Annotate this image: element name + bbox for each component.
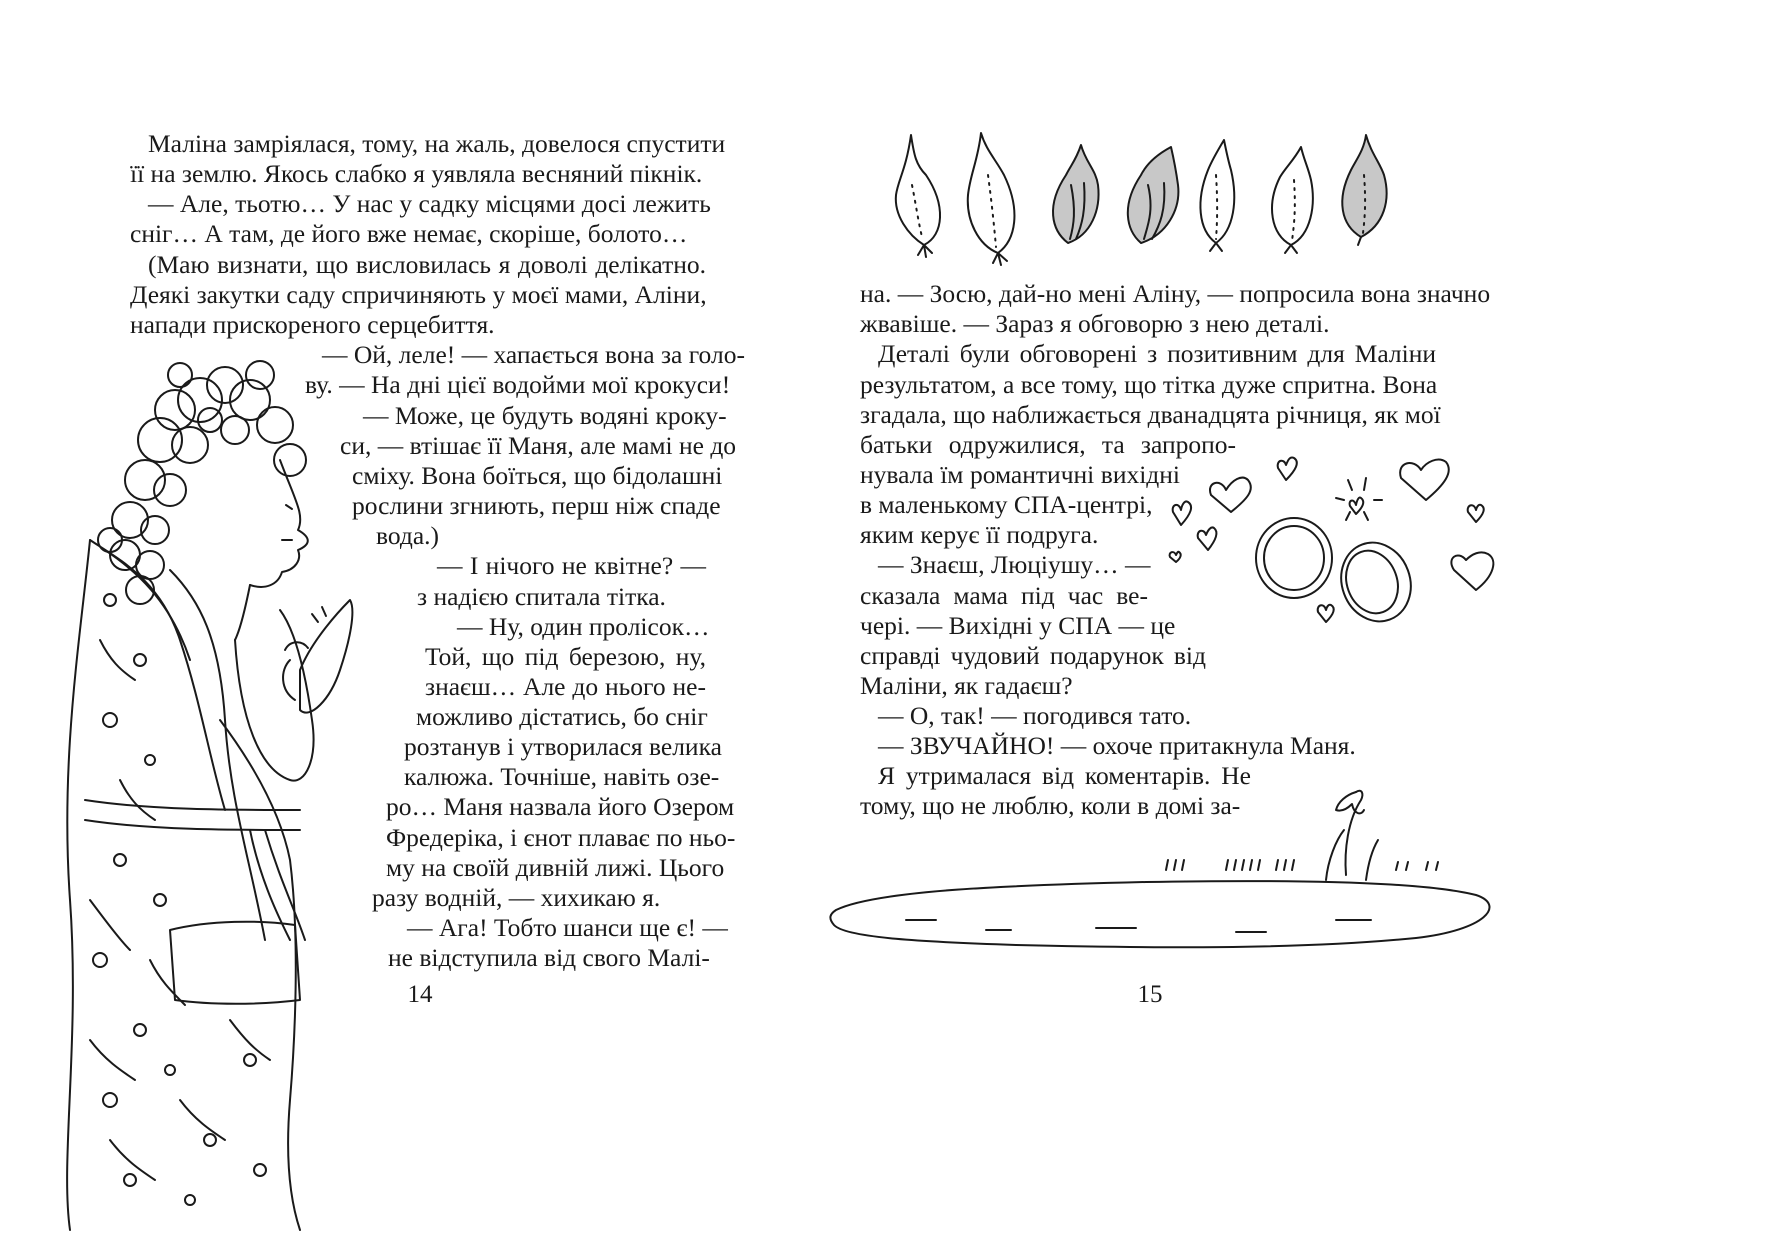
ring-right [1330, 533, 1421, 631]
text-line: ро… Маня назвала його Озером [386, 792, 735, 821]
text-line: — Але, тьотю… У нас у садку місцями досі лежить [148, 189, 711, 218]
hearts [1170, 457, 1494, 622]
page-number: 14 [407, 981, 433, 1008]
bulb-3 [1053, 145, 1099, 243]
text-line: Я утрималася від коментарів. Не [878, 761, 1251, 790]
text-line: му на своїй дивній лижі. Цього [386, 853, 725, 882]
text-line: — О, так! — погодився тато. [878, 701, 1192, 730]
bulb-1 [896, 135, 940, 257]
text-line: тому, що не люблю, коли в домі за- [860, 791, 1241, 820]
text-line: Деталі були обговорені з позитивним для Маліни [878, 339, 1436, 368]
grass-tufts [1166, 860, 1438, 870]
right-page [860, 0, 1771, 1247]
woman-with-phone-illustration [50, 340, 370, 1240]
ring-left [1256, 518, 1332, 598]
text-line: — Може, це будуть водяні кроку- [363, 401, 727, 430]
bulb-5 [1200, 140, 1234, 251]
text-line: Той, що під березою, ну, [425, 642, 706, 671]
text-line: — Знаєш, Люціушу… — [878, 550, 1151, 579]
text-line: — Ага! Тобто шанси ще є! — [407, 913, 728, 942]
text-line: вода.) [376, 521, 440, 550]
text-line: сказала мама під час ве- [860, 581, 1148, 610]
text-line: (Маю визнати, що висловилась я доволі делікатно. [148, 250, 706, 279]
left-page [0, 0, 885, 1247]
text-line: Фредеріка, і єнот плаває по ньо- [386, 823, 736, 852]
text-line: батьки одружилися, та запропо- [860, 430, 1236, 459]
bulb-7 [1342, 135, 1386, 245]
text-line: яким керує її подруга. [860, 520, 1099, 549]
text-line: Маліна замріялася, тому, на жаль, довелося спустити [148, 129, 726, 158]
rings-and-hearts-illustration [1176, 450, 1516, 650]
text-line: справді чудовий подарунок від [860, 641, 1206, 670]
floral-pattern [90, 594, 270, 1205]
text-line: — Ну, один пролісок… [457, 612, 710, 641]
text-line: сміху. Вона боїться, що бідолашні [352, 461, 723, 490]
page-number: 15 [1137, 981, 1163, 1008]
text-line: ву. — На дні цієї водойми мої крокуси! [305, 370, 731, 399]
text-line: напади прискореного серцебиття. [130, 310, 495, 339]
text-line: сніг… А там, де його вже немає, скоріше, болото… [130, 219, 688, 248]
text-line: чері. — Вихідні у СПА — це [860, 611, 1176, 640]
text-line: з надією спитала тітка. [417, 582, 666, 611]
flower-bulbs-illustration [886, 125, 1771, 270]
text-line: результатом, а все тому, що тітка дуже спритна. Вона [860, 370, 1438, 399]
puddle-and-snowdrop-illustration [816, 770, 1496, 980]
bulb-6 [1272, 147, 1313, 253]
text-line: Деякі закутки саду спричиняють у моєї мами, Аліни, [130, 280, 707, 309]
text-line: калюжа. Точніше, навіть озе- [404, 762, 720, 791]
text-line: — ЗВУЧАЙНО! — охоче притакнула Маня. [878, 731, 1356, 760]
text-line: згадала, що наближається дванадцята річниця, як мої [860, 400, 1441, 429]
text-line: знаєш… Але до нього не- [425, 672, 706, 701]
text-line: — Ой, леле! — хапається вона за голо- [322, 340, 745, 369]
text-line: на. — Зосю, дай-но мені Аліну, — попросила вона значно [860, 279, 1491, 308]
text-line: Маліни, як гадаєш? [860, 671, 1073, 700]
text-line: си, — втішає її Маня, але мамі не до [340, 431, 737, 460]
text-line: жвавіше. — Зараз я обговорю з нею деталі. [860, 309, 1330, 338]
bulb-2 [968, 133, 1015, 265]
text-line: разу водній, — хихикаю я. [372, 883, 661, 912]
text-line: — І нічого не квітне? — [437, 551, 706, 580]
text-line: нувала їм романтичні вихідні [860, 460, 1180, 489]
text-line: в маленькому СПА-центрі, [860, 490, 1153, 519]
text-line: її на землю. Якось слабко я уявляла весняний пікнік. [130, 159, 703, 188]
bulb-4 [1128, 147, 1179, 243]
text-line: рослини згниють, перш ніж спаде [352, 491, 721, 520]
text-line: можливо дістатись, бо сніг [416, 702, 708, 731]
puddle [830, 881, 1489, 947]
text-line: не відступила від свого Малі- [388, 943, 710, 972]
text-line: розтанув і утворилася велика [404, 732, 722, 761]
snowdrop [1326, 791, 1378, 880]
